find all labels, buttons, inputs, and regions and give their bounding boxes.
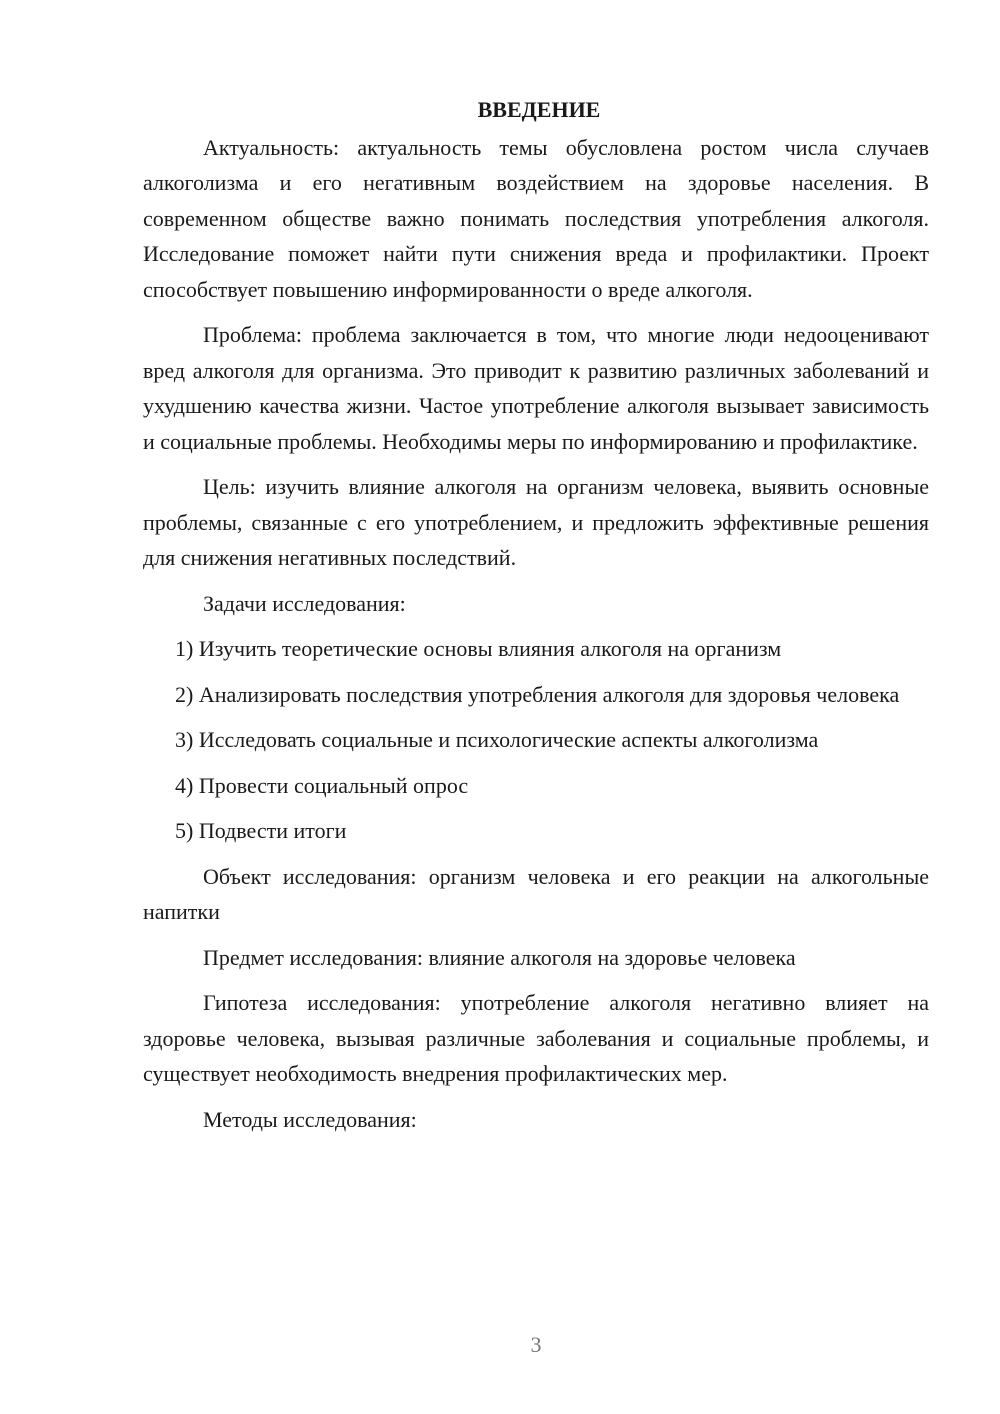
document-body: [143, 92, 929, 1147]
task-item: 4) Провести социальный опрос: [175, 772, 469, 798]
object-paragraph: Объект исследования: организм человека и его реакции на алкогольные напитки: [143, 863, 929, 924]
section-heading: ВВЕДЕНИЕ: [477, 97, 601, 122]
goal-paragraph: Цель: изучить влияние алкоголя на организм человека, выявить основные проблемы, связанные с его употреблением, и предложить эффективные решения для снижения негативных последствий.: [143, 474, 929, 570]
tasks-title: Задачи исследования:: [203, 590, 406, 616]
task-item: 3) Исследовать социальные и психологические аспекты алкоголизма: [175, 727, 819, 752]
page-number: 3: [530, 1332, 542, 1357]
task-item: 2) Анализировать последствия употребления алкоголя для здоровья человека: [175, 681, 900, 707]
task-item: 5) Подвести итоги: [175, 818, 347, 843]
subject-paragraph: Предмет исследования: влияние алкоголя на здоровье человека: [203, 944, 796, 970]
hypothesis-paragraph: Гипотеза исследования: употребление алкоголя негативно влияет на здоровье человека, вызывая различные заболевания и социальные проблемы, и существует необходимость внедрения профилактических мер.: [143, 990, 929, 1086]
task-item: 1) Изучить теоретические основы влияния алкоголя на организм: [175, 636, 782, 661]
methods-title: Методы исследования:: [203, 1106, 417, 1132]
problem-paragraph: Проблема: проблема заключается в том, что многие люди недооценивают вред алкоголя для организма. Это приводит к развитию различных заболеваний и ухудшению качества жизни. Частое употребление алкоголя вызывает зависимость и социальные проблемы. Необходимы меры по информированию и профилактике.: [143, 322, 929, 454]
tasks-list: [143, 631, 929, 849]
relevance-paragraph: Актуальность: актуальность темы обусловлена ростом числа случаев алкоголизма и его негативным воздействием на здоровье населения. В современном обществе важно понимать последствия употребления алкоголя. Исследование поможет найти пути снижения вреда и профилактики. Проект способствует повышению информированности о вреде алкоголя.: [143, 134, 929, 302]
